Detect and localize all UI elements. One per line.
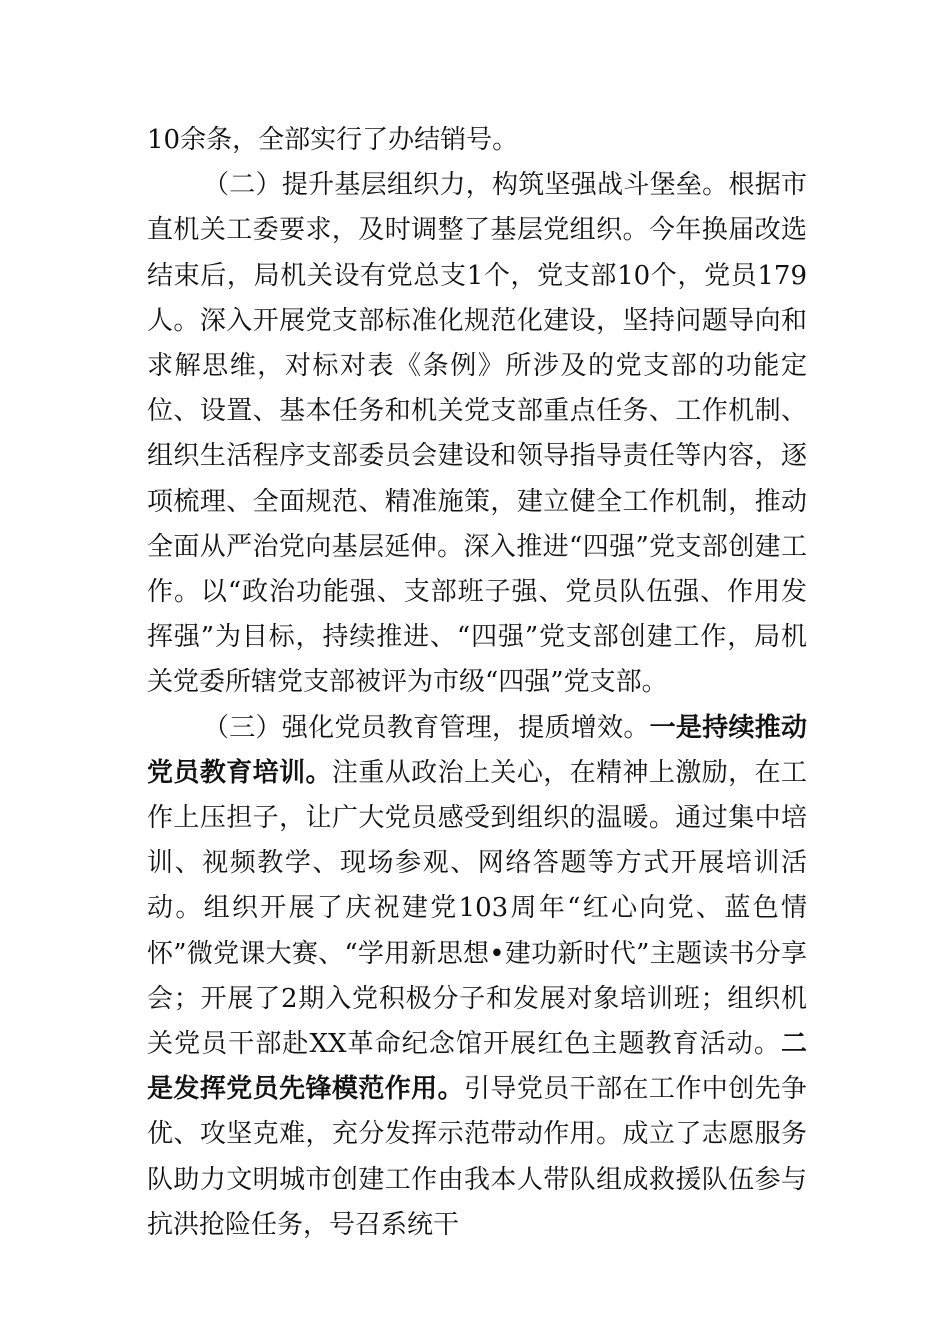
document-body bbox=[147, 118, 807, 1248]
section-heading: （二）提升基层组织力，构筑坚强战斗堡垒。 bbox=[203, 170, 729, 201]
bold-subheading: 一是持续推动党员教育培训。 bbox=[147, 712, 807, 788]
paragraph-continuation bbox=[147, 118, 807, 163]
text-run: 引导党员干部在工作中创先争优、攻坚克难，充分发挥示范带动作用。成立了志愿服务队助力文明城市创建工作由我本人带队组成救援队伍参与抗洪抢险任务，号召系统干 bbox=[147, 1074, 807, 1240]
text-run: 注重从政治上关心，在精神上激励，在工作上压担子，让广大党员感受到组织的温暖。通过集中培训、视频教学、现场参观、网络答题等方式开展培训活动。组织开展了庆祝建党103周年“红心向党、蓝色情怀”微党课大赛、“学用新思想•建功新时代”主题读书分享会；开展了2期入党积极分子和发展对象培训班；组织机关党员干部赴XX革命纪念馆开展红色主题教育活动。 bbox=[147, 757, 807, 1060]
text-run: 10余条，全部实行了办结销号。 bbox=[147, 125, 519, 155]
bold-subheading: 二是发挥党员先锋模范作用。 bbox=[147, 1029, 807, 1105]
paragraph-section-three bbox=[147, 706, 807, 1248]
text-run: 根据市直机关工委要求，及时调整了基层党组织。今年换届改选结束后，局机关设有党总支1个，党支部10个，党员179人。深入开展党支部标准化规范化建设，坚持问题导向和求解思维，对标对表《条例》所涉及的党支部的功能定位、设置、基本任务和机关党支部重点任务、工作机制、组织生活程序支部委员会建设和领导指导责任等内容，逐项梳理、全面规范、精准施策，建立健全工作机制，推动全面从严治党向基层延伸。深入推进“四强”党支部创建工作。以“政治功能强、支部班子强、党员队伍强、作用发挥强”为目标，持续推进、“四强”党支部创建工作，局机关党委所辖党支部被评为市级“四强”党支部。 bbox=[147, 170, 807, 698]
section-heading: （三）强化党员教育管理，提质增效。 bbox=[203, 712, 650, 743]
paragraph-section-two bbox=[147, 163, 807, 705]
